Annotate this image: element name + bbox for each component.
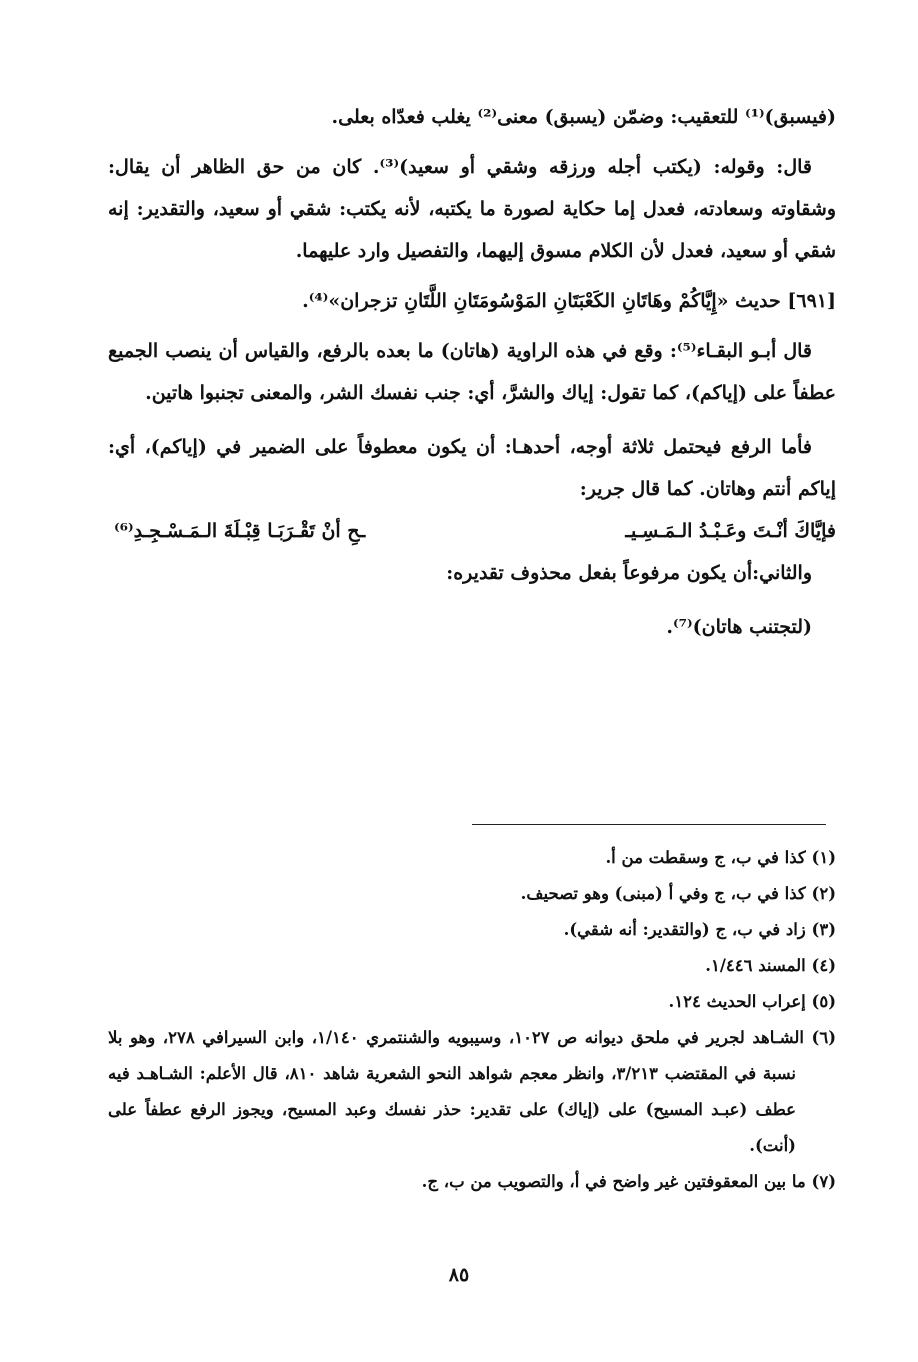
footnote-5: (٥) إعراب الحديث ١٢٤. bbox=[668, 992, 836, 1011]
footnote-2: (٢) كذا في ب، ج وفي أ (مبنى) وهو تصحيف. bbox=[520, 884, 836, 903]
page-number: ٨٥ bbox=[448, 1264, 470, 1286]
paragraph-2: قال: وقوله: (يكتب أجله ورزقه وشقي أو سعيد)⁽³⁾. كان من حق الظاهر أن يقال: وشقاوته وسعادته، فعدل إما حكاية لصورة ما يكتبه، لأنه يكتب: شقي أو سعيد، والتقدير: إنه شقي أو سعيد، فعدل لأن الكلام مسوق إليهما، والتفصيل وارد عليهما. bbox=[108, 156, 836, 262]
poetry-verse bbox=[108, 510, 836, 552]
paragraph-3: قال أبـو البقـاء⁽⁵⁾: وقع في هذه الراوية (هاتان) ما بعده بالرفع، والقياس أن ينصب الجميع عطفاً على (إياكم)، كما تقول: إياك والشرَّ، أي: جنب نفسك الشر، والمعنى تجنبوا هاتين. bbox=[108, 340, 836, 404]
paragraph-1: (فيسبق)⁽¹⁾ للتعقيب: وضمّن (يسبق) معنى⁽²⁾ يغلب فعدّاه بعلى. bbox=[331, 106, 836, 128]
footnote-separator bbox=[472, 824, 826, 825]
footnote-1: (١) كذا في ب، ج وسقطت من أ. bbox=[605, 848, 836, 867]
hadith-heading: [٦٩١] حديث «إِيَّاكُمْ وهَاتَانِ الكَعْبَتَانِ المَوْسُومَتَانِ اللَّتَانِ تزجران»⁽⁴⁾. bbox=[302, 290, 836, 312]
paragraph-4: فأما الرفع فيحتمل ثلاثة أوجه، أحدهـا: أن يكون معطوفاً على الضمير في (إياكم)، أي: إياكم أنتم وهاتان. كما قال جرير: bbox=[108, 436, 836, 500]
verse-first-hemistich: فإيَّاكَ أنْـتَ وعَـبْـدُ الـمَـسِـيـ bbox=[625, 520, 836, 542]
main-text bbox=[108, 96, 836, 648]
footnote-4: (٤) المسند ١/٤٤٦. bbox=[705, 956, 836, 975]
footnote-7: (٧) ما بين المعقوفتين غير واضح في أ، والتصويب من ب، ج. bbox=[421, 1172, 836, 1191]
paragraph-5: والثاني:أن يكون مرفوعاً بفعل محذوف تقديره: bbox=[446, 562, 812, 584]
paragraph-6: (لتجتنب هاتان)⁽⁷⁾. bbox=[666, 616, 812, 638]
footnote-3: (٣) زاد في ب، ج (والتقدير: أنه شقي). bbox=[563, 920, 836, 939]
footnote-6: (٦) الشـاهد لجرير في ملحق ديوانه ص ١٠٢٧، وسيبويه والشنتمري ١/١٤٠، وابن السيرافي ٢٧٨، وهو بلا نسبة في المقتضب ٣/٢١٣، وانظر معجم شواهد النحو الشعرية شاهد ٨١٠، قال الأعلم: الشـاهـد فيه عطف (عبـد المسيح) على (إياك) على تقدير: حذر نفسك وعبد المسيح، ويجوز الرفع عطفاً على (أنت). bbox=[108, 1028, 837, 1155]
verse-second-hemistich: ـحِ أنْ تَقْـرَبَـا قِبْـلَةَ الـمَـسْـجِـدِ⁽⁶⁾ bbox=[114, 520, 366, 542]
footnotes bbox=[108, 840, 836, 1200]
